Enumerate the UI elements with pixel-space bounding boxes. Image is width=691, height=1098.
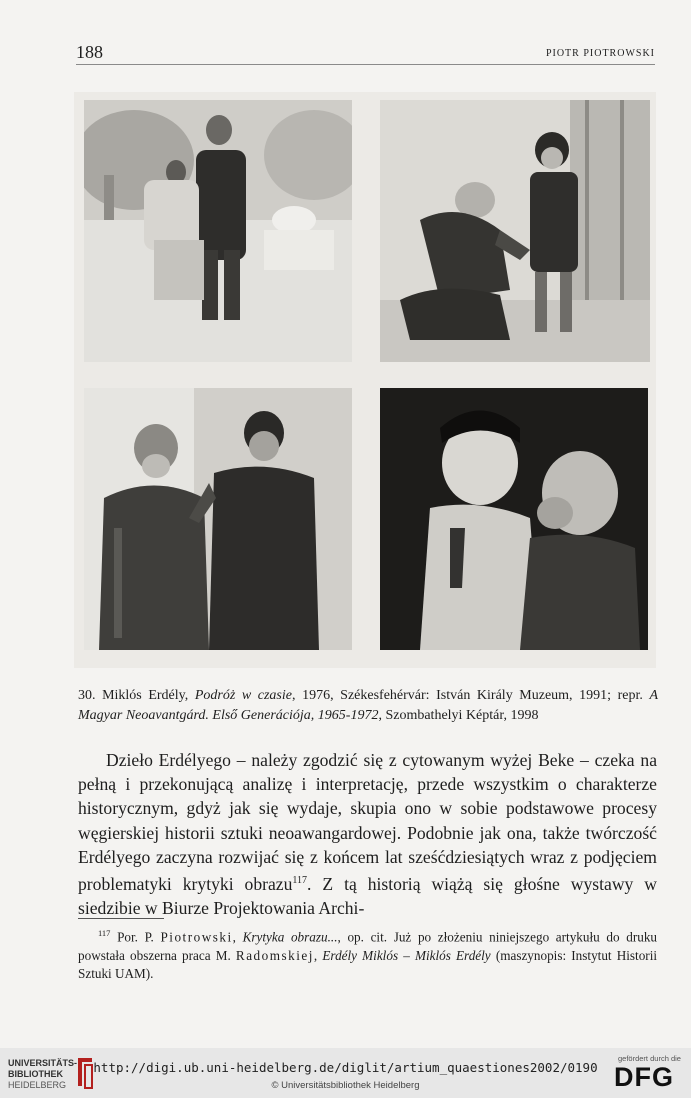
header-rule (76, 64, 655, 65)
photo-3 (84, 388, 352, 650)
library-name-line-2: BIBLIOTHEK (8, 1069, 63, 1079)
footnote-number: 117 (98, 928, 111, 938)
body-paragraph-tail: . Z tą historią wiążą się głośne wystawy w siedzibie w Biurze Projektowania Archi- (78, 873, 657, 919)
dfg-logo[interactable]: DFG (614, 1062, 674, 1092)
page-number: 188 (76, 42, 103, 62)
photo-1 (84, 100, 352, 362)
library-name-line-3: HEIDELBERG (8, 1080, 67, 1090)
footnote-part-2: , (232, 929, 243, 945)
footnote-part-3: , op. cit. Już po złożeniu niniejszego artykułu do druku powstała obszerna praca M. (78, 929, 658, 963)
footer-url-link[interactable]: http://digi.ub.uni-heidelberg.de/diglit/artium_quaestiones2002/0190 (93, 1060, 598, 1075)
body-paragraph (78, 748, 657, 920)
footnote-title: Krytyka obrazu... (242, 929, 338, 945)
figure-caption (78, 686, 658, 726)
body-paragraph-text: Dzieło Erdélyego – należy zgodzić się z cytowanym wyżej Beke – czeka na pełną i przekonującą analizę i interpretację, przede wszystkim o charakterze historycznym, gdyż jak się wydaje, skupia ono w sobie podstawowe procesy węgierskiej historii sztuki neoawangardowej. Podobnie jak ona, także twórczość Erdélyego zaczyna rozwijać się z końcem lat sześćdziesiątych wraz z podjęciem problematyki krytyki obrazu (78, 750, 657, 894)
funder-note: gefördert durch die (618, 1054, 681, 1063)
footnote-author-2: Radomskiej (235, 947, 314, 963)
caption-publication: A Magyar Neoavantgárd. Első Generációja, 1965-1972 (78, 688, 659, 723)
photo-4 (380, 388, 648, 650)
caption-part-3: , Szombathelyi Képtár, 1998 (378, 708, 539, 723)
footnote-part-1: Por. P. (110, 929, 161, 945)
footnote-title-2: Erdély Miklós – Miklós Erdély (322, 947, 491, 963)
caption-part-2: , 1976, Székesfehérvár: István Király Muzeum, 1991; repr. (292, 688, 650, 703)
footnote (78, 924, 657, 984)
footnote-rule (78, 918, 164, 919)
photo-2 (380, 100, 650, 362)
library-name-line-1: UNIVERSITÄTS- (8, 1058, 78, 1068)
footnote-part-4: , (313, 947, 323, 963)
footer-copyright: © Universitätsbibliothek Heidelberg (271, 1080, 420, 1091)
caption-title: Podróż w czasie (194, 688, 292, 703)
footnote-author: Piotrowski (160, 929, 233, 945)
caption-part-1: 30. Miklós Erdély, (78, 688, 195, 703)
figure-photo-grid (74, 92, 656, 668)
footnote-part-5: (maszynopis: Instytut Historii Sztuki UAM). (78, 947, 658, 982)
footnote-ref: 117 (292, 875, 308, 887)
running-head: PIOTR PIOTROWSKI (545, 48, 655, 59)
